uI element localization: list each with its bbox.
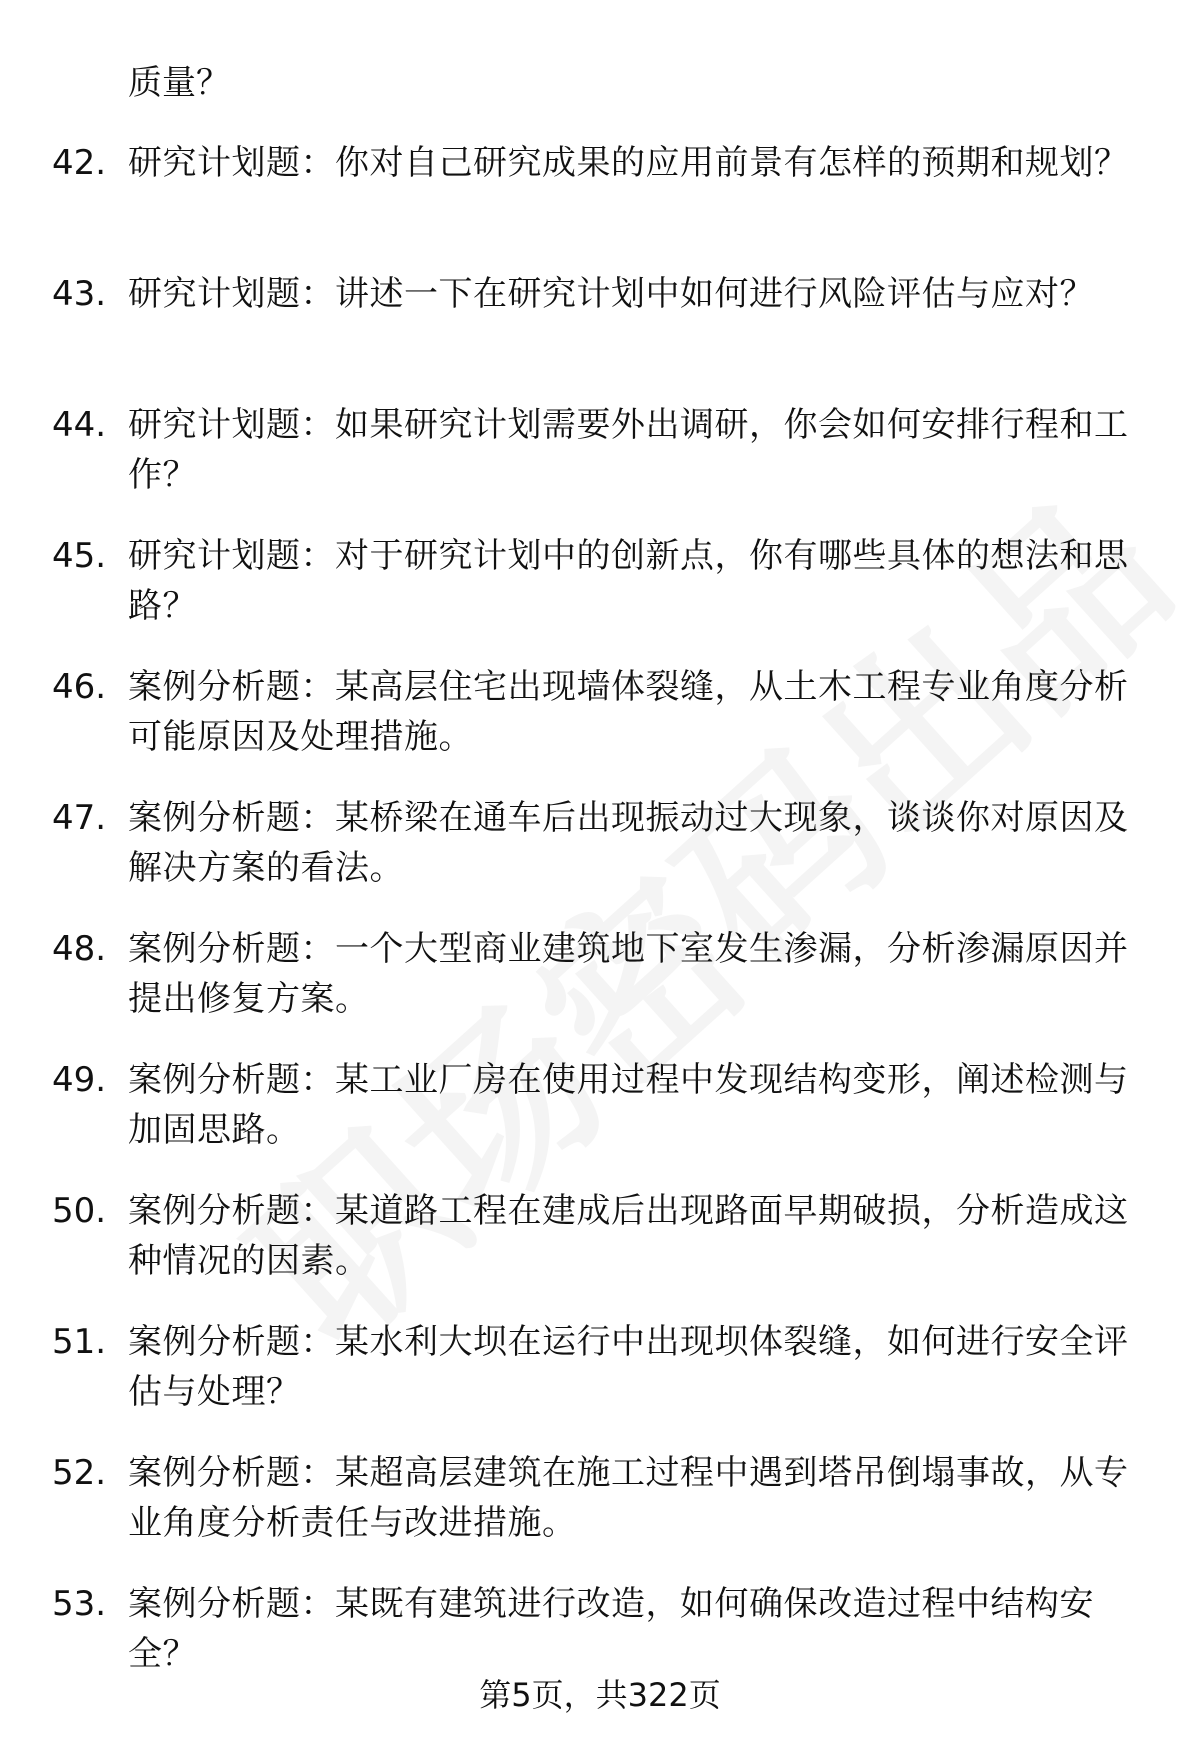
question-number: 43. (52, 274, 107, 314)
question-text: 案例分析题：某工业厂房在使用过程中发现结构变形，阐述检测与加固思路。 (128, 1060, 1129, 1150)
question-text: 案例分析题：某既有建筑进行改造，如何确保改造过程中结构安全？ (128, 1584, 1094, 1674)
question-text: 案例分析题：某道路工程在建成后出现路面早期破损，分析造成这种情况的因素。 (128, 1191, 1129, 1281)
question-number: 51. (52, 1322, 107, 1362)
question-item (0, 138, 1200, 269)
question-number: 46. (52, 667, 107, 707)
question-text: 研究计划题：你对自己研究成果的应用前景有怎样的预期和规划？ (128, 143, 1129, 183)
question-number: 52. (52, 1453, 107, 1493)
question-item (0, 662, 1200, 793)
page-footer: 第5页，共322页 (479, 1676, 721, 1714)
question-number: 42. (52, 143, 107, 183)
question-text: 研究计划题：如果研究计划需要外出调研，你会如何安排行程和工作？ (128, 405, 1129, 495)
continuation-text: 质量？ (128, 63, 230, 103)
question-text: 研究计划题：对于研究计划中的创新点，你有哪些具体的想法和思路？ (128, 536, 1129, 626)
question-list (0, 138, 1200, 1710)
question-number: 49. (52, 1060, 107, 1100)
question-text: 案例分析题：某水利大坝在运行中出现坝体裂缝，如何进行安全评估与处理？ (128, 1322, 1129, 1412)
question-text: 案例分析题：某高层住宅出现墙体裂缝，从土木工程专业角度分析可能原因及处理措施。 (128, 667, 1129, 757)
question-item (0, 1186, 1200, 1317)
question-text: 案例分析题：某桥梁在通车后出现振动过大现象，谈谈你对原因及解决方案的看法。 (128, 798, 1129, 888)
question-text: 案例分析题：某超高层建筑在施工过程中遇到塔吊倒塌事故，从专业角度分析责任与改进措施。 (128, 1453, 1129, 1543)
question-item (0, 1055, 1200, 1186)
question-item (0, 924, 1200, 1055)
question-item (0, 531, 1200, 662)
question-number: 47. (52, 798, 107, 838)
question-item (0, 400, 1200, 531)
question-number: 48. (52, 929, 107, 969)
question-item (0, 269, 1200, 400)
question-item (0, 793, 1200, 924)
question-number: 45. (52, 536, 107, 576)
question-item (0, 1448, 1200, 1579)
question-text: 案例分析题：一个大型商业建筑地下室发生渗漏，分析渗漏原因并提出修复方案。 (128, 929, 1129, 1019)
question-item (0, 1317, 1200, 1448)
question-number: 53. (52, 1584, 107, 1624)
question-number: 44. (52, 405, 107, 445)
question-text: 研究计划题：讲述一下在研究计划中如何进行风险评估与应对？ (128, 274, 1094, 314)
question-number: 50. (52, 1191, 107, 1231)
